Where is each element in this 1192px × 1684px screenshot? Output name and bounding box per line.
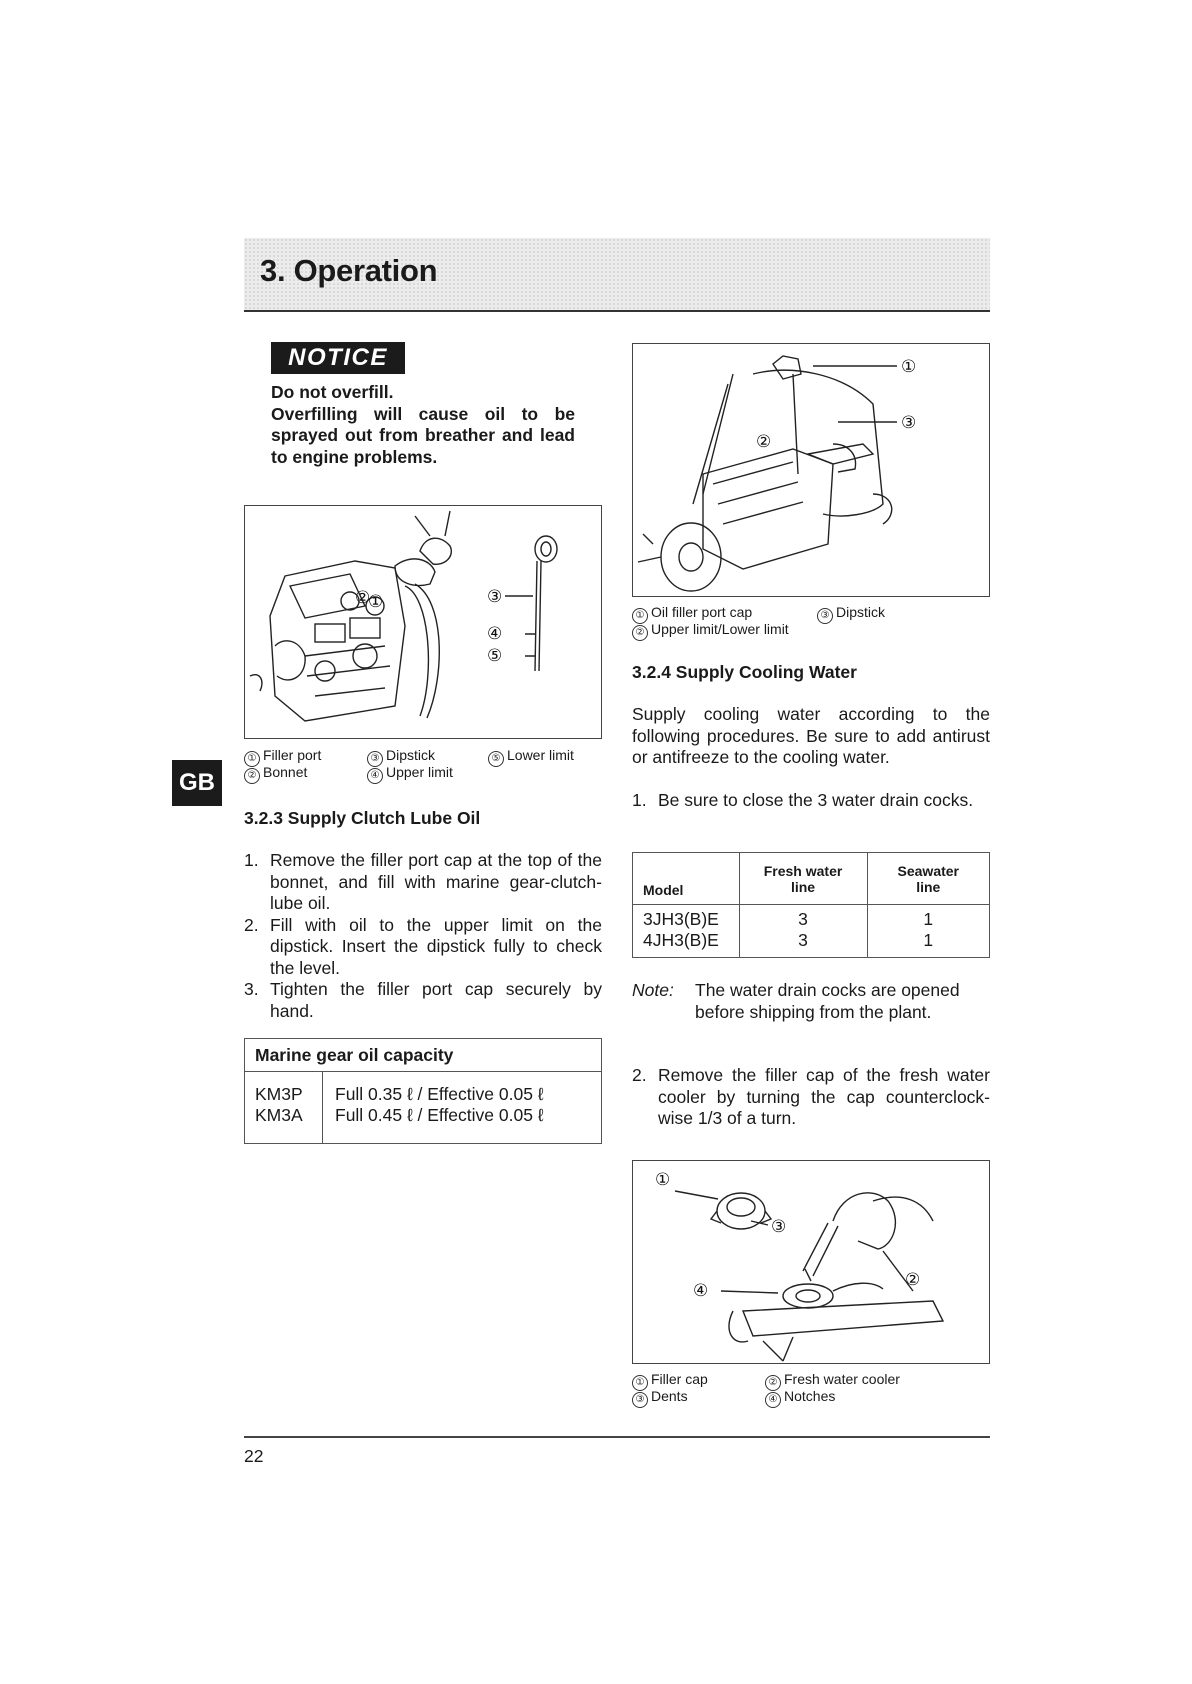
section-heading-324: 3.2.4 Supply Cooling Water bbox=[632, 662, 857, 682]
table-cell-fresh: 3 3 bbox=[739, 905, 867, 958]
list-item: 2. Remove the filler cap of the fresh water cooler by turning the cap counterclock-wise 1/3 of a turn. bbox=[632, 1065, 990, 1128]
gearbox-illustration bbox=[633, 344, 989, 596]
table-header-fresh: Fresh water line bbox=[739, 853, 867, 905]
engine-figure bbox=[244, 505, 602, 739]
table-cell-models: 3JH3(B)E 4JH3(B)E bbox=[633, 905, 740, 958]
cooling-step-2 bbox=[632, 1065, 990, 1130]
page-number: 22 bbox=[244, 1446, 264, 1466]
callout-2: ② bbox=[905, 1270, 921, 1290]
cooling-intro: Supply cooling water according to the following procedures. Be sure to add antirust or antifreeze to the cooling water. bbox=[632, 704, 990, 767]
callout-2: ② bbox=[355, 588, 371, 608]
cooling-water-table bbox=[632, 852, 990, 958]
notice-line-1: Do not overfill. bbox=[271, 382, 394, 402]
language-tab: GB bbox=[172, 760, 222, 806]
page-title: 3. Operation bbox=[260, 253, 438, 288]
filler-cap-figure bbox=[632, 1160, 990, 1364]
notice-badge: NOTICE bbox=[271, 342, 405, 374]
gear-table-title: Marine gear oil capacity bbox=[245, 1039, 602, 1072]
callout-4: ④ bbox=[487, 624, 503, 644]
gear-oil-capacity-table bbox=[244, 1038, 602, 1144]
table-header-sea: Seawater line bbox=[867, 853, 989, 905]
engine-illustration bbox=[245, 506, 601, 738]
gearbox-figure bbox=[632, 343, 990, 597]
callout-1: ① bbox=[368, 592, 384, 612]
list-item: 2. Fill with oil to the upper limit on the dipstick. Insert the dipstick fully to check the level. bbox=[244, 914, 602, 978]
note-text: The water drain cocks are opened before shipping from the plant. bbox=[695, 980, 960, 1022]
callout-3: ③ bbox=[771, 1217, 787, 1237]
list-item: 1. Be sure to close the 3 water drain cocks. bbox=[632, 790, 974, 810]
table-cell-sea: 1 1 bbox=[867, 905, 989, 958]
callout-1: ① bbox=[655, 1170, 671, 1190]
callout-5: ⑤ bbox=[487, 646, 503, 666]
header-divider bbox=[244, 310, 990, 312]
callout-1: ① bbox=[901, 357, 917, 377]
footer-divider bbox=[244, 1436, 990, 1438]
gear-table-values: Full 0.35 ℓ / Effective 0.05 ℓ Full 0.45 ℓ / Effective 0.05 ℓ bbox=[323, 1072, 602, 1144]
clutch-oil-steps bbox=[244, 850, 602, 1022]
list-item: 1. Remove the filler port cap at the top of the bonnet, and fill with marine gear-clutch- lube oil. bbox=[244, 850, 602, 913]
filler-cap-illustration bbox=[633, 1161, 989, 1363]
gear-table-models: KM3P KM3A bbox=[245, 1072, 323, 1144]
callout-3: ③ bbox=[487, 587, 503, 607]
table-header-model: Model bbox=[633, 853, 740, 905]
callout-3: ③ bbox=[901, 413, 917, 433]
notice-text bbox=[271, 382, 575, 468]
note-label: Note: bbox=[632, 980, 674, 1000]
notice-line-2: Overfilling will cause oil to be sprayed out from breather and lead to engine problems. bbox=[271, 403, 575, 467]
note bbox=[632, 980, 990, 1023]
list-item: 3. Tighten the filler port cap securely by hand. bbox=[244, 979, 602, 1021]
callout-4: ④ bbox=[693, 1281, 709, 1301]
section-heading-323: 3.2.3 Supply Clutch Lube Oil bbox=[244, 808, 481, 828]
callout-2: ② bbox=[756, 432, 772, 452]
cooling-step-1 bbox=[632, 790, 990, 812]
